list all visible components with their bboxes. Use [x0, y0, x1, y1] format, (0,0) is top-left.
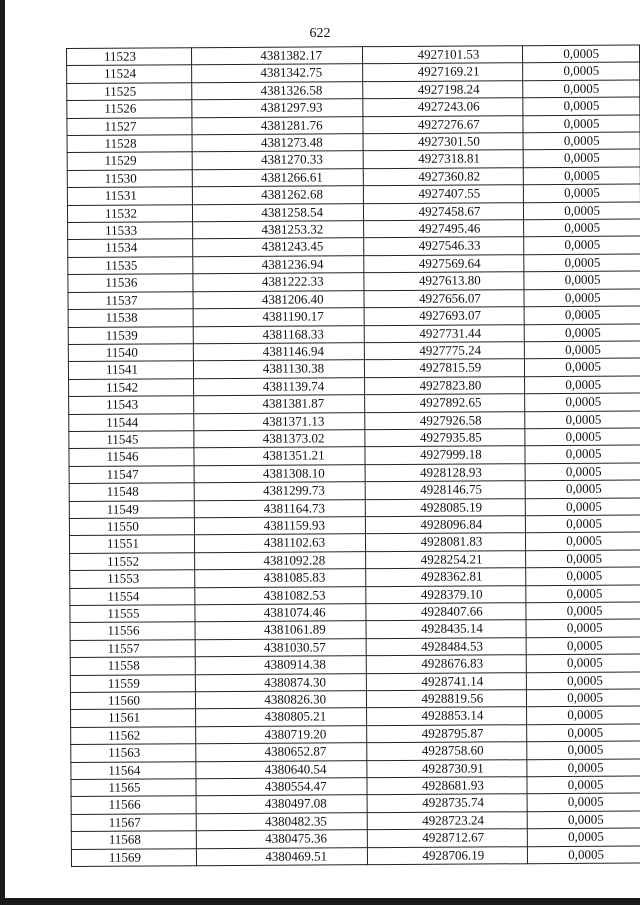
point-id-cell: 11550	[69, 518, 194, 536]
x-coordinate-cell: 4380475.36	[196, 830, 367, 848]
x-coordinate-cell: 4381061.89	[195, 621, 366, 639]
point-id-cell: 11536	[68, 274, 193, 292]
point-id-cell: 11553	[70, 570, 195, 588]
point-id-cell: 11563	[71, 744, 196, 762]
error-cell: 0,0005	[527, 724, 640, 742]
y-coordinate-cell: 4928128.93	[365, 463, 525, 481]
point-id-cell: 11544	[69, 413, 194, 431]
error-cell: 0,0005	[526, 532, 640, 550]
x-coordinate-cell: 4381266.61	[192, 169, 363, 187]
scan-left-border	[0, 0, 5, 905]
point-id-cell: 11568	[71, 831, 196, 849]
point-id-cell: 11529	[67, 152, 192, 170]
error-cell: 0,0005	[525, 445, 640, 463]
y-coordinate-cell: 4928096.84	[365, 516, 525, 534]
error-cell: 0,0005	[524, 167, 640, 185]
point-id-cell: 11527	[67, 117, 192, 135]
point-id-cell: 11535	[68, 257, 193, 275]
y-coordinate-cell: 4927656.07	[364, 289, 524, 307]
error-cell: 0,0005	[526, 550, 640, 568]
y-coordinate-cell: 4928795.87	[367, 725, 527, 743]
y-coordinate-cell: 4927935.85	[365, 429, 525, 447]
x-coordinate-cell: 4380826.30	[195, 691, 366, 709]
table-body	[67, 45, 640, 867]
point-id-cell: 11557	[70, 640, 195, 658]
error-cell: 0,0005	[527, 759, 640, 777]
y-coordinate-cell: 4928681.93	[367, 777, 527, 795]
point-id-cell: 11542	[69, 378, 194, 396]
y-coordinate-cell: 4928730.91	[367, 759, 527, 777]
error-cell: 0,0005	[527, 793, 640, 811]
y-coordinate-cell: 4927815.59	[365, 359, 525, 377]
y-coordinate-cell: 4927999.18	[365, 446, 525, 464]
y-coordinate-cell: 4928085.19	[365, 498, 525, 516]
y-coordinate-cell: 4927407.55	[363, 185, 523, 203]
y-coordinate-cell: 4927301.50	[363, 133, 523, 151]
error-cell: 0,0005	[523, 45, 640, 63]
x-coordinate-cell: 4381168.33	[193, 325, 364, 343]
y-coordinate-cell: 4927693.07	[364, 307, 524, 325]
x-coordinate-cell: 4380719.20	[196, 726, 367, 744]
error-cell: 0,0005	[524, 219, 640, 237]
error-cell: 0,0005	[524, 306, 640, 324]
y-coordinate-cell: 4928676.83	[366, 655, 526, 673]
x-coordinate-cell: 4381281.76	[192, 116, 363, 134]
error-cell: 0,0005	[526, 567, 640, 585]
y-coordinate-cell: 4927495.46	[364, 220, 524, 238]
point-id-cell: 11552	[70, 553, 195, 571]
error-cell: 0,0005	[524, 202, 640, 220]
error-cell: 0,0005	[525, 463, 640, 481]
error-cell: 0,0005	[528, 846, 640, 864]
point-id-cell: 11564	[71, 761, 196, 779]
error-cell: 0,0005	[524, 254, 640, 272]
x-coordinate-cell: 4380640.54	[196, 760, 367, 778]
point-id-cell: 11523	[67, 48, 192, 66]
point-id-cell: 11526	[67, 100, 192, 118]
x-coordinate-cell: 4380652.87	[196, 743, 367, 761]
error-cell: 0,0005	[525, 358, 640, 376]
error-cell: 0,0005	[526, 498, 640, 516]
x-coordinate-cell: 4380497.08	[196, 795, 367, 813]
x-coordinate-cell: 4381273.48	[192, 134, 363, 152]
point-id-cell: 11546	[69, 448, 194, 466]
y-coordinate-cell: 4927198.24	[363, 81, 523, 99]
error-cell: 0,0005	[527, 811, 640, 829]
x-coordinate-cell: 4381371.13	[194, 412, 365, 430]
point-id-cell: 11565	[71, 779, 196, 797]
error-cell: 0,0005	[525, 428, 640, 446]
point-id-cell: 11548	[69, 483, 194, 501]
scan-bottom-border	[0, 898, 640, 905]
x-coordinate-cell: 4381243.45	[193, 238, 364, 256]
x-coordinate-cell: 4381030.57	[195, 638, 366, 656]
page-number: 622	[309, 26, 331, 41]
x-coordinate-cell: 4381326.58	[192, 81, 363, 99]
point-id-cell: 11530	[67, 170, 192, 188]
point-id-cell: 11539	[68, 326, 193, 344]
point-id-cell: 11569	[71, 848, 196, 866]
point-id-cell: 11556	[70, 622, 195, 640]
y-coordinate-cell: 4927276.67	[363, 115, 523, 133]
y-coordinate-cell: 4928146.75	[365, 481, 525, 499]
error-cell: 0,0005	[524, 289, 640, 307]
y-coordinate-cell: 4927360.82	[363, 168, 523, 186]
x-coordinate-cell: 4380554.47	[196, 778, 367, 796]
x-coordinate-cell: 4381159.93	[194, 517, 365, 535]
error-cell: 0,0005	[526, 602, 640, 620]
error-cell: 0,0005	[525, 480, 640, 498]
y-coordinate-cell: 4927318.81	[363, 150, 523, 168]
error-cell: 0,0005	[525, 376, 640, 394]
x-coordinate-cell: 4381308.10	[194, 464, 365, 482]
x-coordinate-cell: 4381190.17	[193, 308, 364, 326]
y-coordinate-cell: 4927101.53	[363, 46, 523, 64]
y-coordinate-cell: 4928484.53	[366, 638, 526, 656]
error-cell: 0,0005	[523, 80, 640, 98]
x-coordinate-cell: 4380469.51	[196, 847, 367, 865]
x-coordinate-cell: 4381258.54	[192, 203, 363, 221]
x-coordinate-cell: 4381381.87	[194, 395, 365, 413]
error-cell: 0,0005	[525, 411, 640, 429]
x-coordinate-cell: 4381092.28	[195, 551, 366, 569]
y-coordinate-cell: 4927613.80	[364, 272, 524, 290]
point-id-cell: 11555	[70, 605, 195, 623]
point-id-cell: 11545	[69, 431, 194, 449]
y-coordinate-cell: 4928379.10	[366, 585, 526, 603]
x-coordinate-cell: 4381342.75	[192, 64, 363, 82]
x-coordinate-cell: 4380482.35	[196, 813, 367, 831]
point-id-cell: 11533	[68, 222, 193, 240]
point-id-cell: 11562	[71, 727, 196, 745]
error-cell: 0,0005	[523, 149, 640, 167]
x-coordinate-cell: 4381236.94	[193, 256, 364, 274]
x-coordinate-cell: 4381262.68	[192, 186, 363, 204]
point-id-cell: 11524	[67, 65, 192, 83]
y-coordinate-cell: 4928362.81	[366, 568, 526, 586]
y-coordinate-cell: 4927731.44	[364, 324, 524, 342]
point-id-cell: 11538	[68, 309, 193, 327]
y-coordinate-cell: 4928758.60	[367, 742, 527, 760]
error-cell: 0,0005	[526, 619, 640, 637]
y-coordinate-cell: 4927892.65	[365, 394, 525, 412]
x-coordinate-cell: 4381297.93	[192, 99, 363, 117]
x-coordinate-cell: 4381270.33	[192, 151, 363, 169]
error-cell: 0,0005	[525, 341, 640, 359]
x-coordinate-cell: 4381085.83	[195, 569, 366, 587]
error-cell: 0,0005	[528, 828, 640, 846]
x-coordinate-cell: 4381130.38	[193, 360, 364, 378]
y-coordinate-cell: 4927823.80	[365, 376, 525, 394]
point-id-cell: 11532	[67, 204, 192, 222]
y-coordinate-cell: 4928735.74	[367, 794, 527, 812]
error-cell: 0,0005	[526, 585, 640, 603]
x-coordinate-cell: 4381222.33	[193, 273, 364, 291]
y-coordinate-cell: 4927458.67	[364, 202, 524, 220]
x-coordinate-cell: 4381139.74	[193, 377, 364, 395]
point-id-cell: 11528	[67, 135, 192, 153]
x-coordinate-cell: 4381206.40	[193, 290, 364, 308]
y-coordinate-cell: 4927546.33	[364, 237, 524, 255]
table-row	[71, 846, 640, 867]
y-coordinate-cell: 4928712.67	[367, 829, 527, 847]
point-id-cell: 11549	[69, 500, 194, 518]
x-coordinate-cell: 4380805.21	[195, 708, 366, 726]
error-cell: 0,0005	[523, 132, 640, 150]
error-cell: 0,0005	[524, 184, 640, 202]
x-coordinate-cell: 4381373.02	[194, 430, 365, 448]
error-cell: 0,0005	[524, 323, 640, 341]
y-coordinate-cell: 4928853.14	[367, 707, 527, 725]
point-id-cell: 11558	[70, 657, 195, 675]
error-cell: 0,0005	[526, 515, 640, 533]
error-cell: 0,0005	[523, 97, 640, 115]
y-coordinate-cell: 4928435.14	[366, 620, 526, 638]
point-id-cell: 11537	[68, 291, 193, 309]
point-id-cell: 11561	[71, 709, 196, 727]
error-cell: 0,0005	[527, 654, 640, 672]
error-cell: 0,0005	[527, 706, 640, 724]
x-coordinate-cell: 4381351.21	[194, 447, 365, 465]
point-id-cell: 11543	[69, 396, 194, 414]
point-id-cell: 11541	[68, 361, 193, 379]
x-coordinate-cell: 4381082.53	[195, 586, 366, 604]
x-coordinate-cell: 4381253.32	[193, 221, 364, 239]
y-coordinate-cell: 4927169.21	[363, 63, 523, 81]
point-id-cell: 11567	[71, 814, 196, 832]
point-id-cell: 11559	[70, 674, 195, 692]
y-coordinate-cell: 4928081.83	[366, 533, 526, 551]
x-coordinate-cell: 4381074.46	[195, 604, 366, 622]
point-id-cell: 11531	[67, 187, 192, 205]
coordinates-sheet	[66, 44, 640, 867]
y-coordinate-cell: 4927926.58	[365, 411, 525, 429]
error-cell: 0,0005	[524, 271, 640, 289]
point-id-cell: 11560	[70, 692, 195, 710]
y-coordinate-cell: 4927243.06	[363, 98, 523, 116]
error-cell: 0,0005	[526, 637, 640, 655]
point-id-cell: 11525	[67, 83, 192, 101]
point-id-cell: 11551	[69, 535, 194, 553]
y-coordinate-cell: 4928407.66	[366, 603, 526, 621]
y-coordinate-cell: 4927569.64	[364, 255, 524, 273]
x-coordinate-cell: 4381382.17	[191, 47, 362, 65]
error-cell: 0,0005	[523, 115, 640, 133]
point-id-cell: 11554	[70, 587, 195, 605]
x-coordinate-cell: 4381164.73	[194, 499, 365, 517]
y-coordinate-cell: 4928254.21	[366, 550, 526, 568]
error-cell: 0,0005	[523, 62, 640, 80]
y-coordinate-cell: 4927775.24	[364, 342, 524, 360]
error-cell: 0,0005	[525, 393, 640, 411]
x-coordinate-cell: 4380874.30	[195, 673, 366, 691]
error-cell: 0,0005	[524, 236, 640, 254]
x-coordinate-cell: 4381146.94	[193, 343, 364, 361]
error-cell: 0,0005	[527, 672, 640, 690]
point-id-cell: 11540	[68, 344, 193, 362]
y-coordinate-cell: 4928819.56	[367, 690, 527, 708]
error-cell: 0,0005	[527, 689, 640, 707]
x-coordinate-cell: 4380914.38	[195, 656, 366, 674]
error-cell: 0,0005	[527, 741, 640, 759]
y-coordinate-cell: 4928723.24	[367, 812, 527, 830]
point-id-cell: 11566	[71, 796, 196, 814]
x-coordinate-cell: 4381299.73	[194, 482, 365, 500]
coordinates-table	[66, 44, 640, 867]
y-coordinate-cell: 4928706.19	[367, 846, 527, 864]
x-coordinate-cell: 4381102.63	[194, 534, 365, 552]
point-id-cell: 11547	[69, 465, 194, 483]
error-cell: 0,0005	[527, 776, 640, 794]
y-coordinate-cell: 4928741.14	[366, 672, 526, 690]
point-id-cell: 11534	[68, 239, 193, 257]
